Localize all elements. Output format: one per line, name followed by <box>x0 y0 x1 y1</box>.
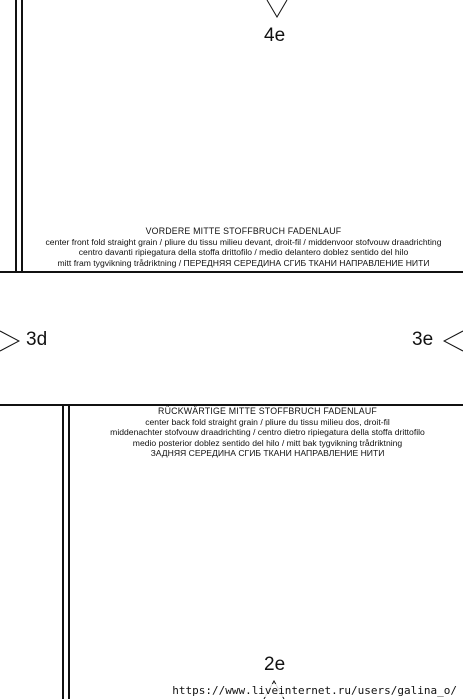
front-caption-line: VORDERE MITTE STOFFBRUCH FADENLAUF <box>145 226 342 236</box>
back-caption-line: center back fold straight grain / pliure du tissu milieu dos, droit-fil <box>145 416 390 427</box>
marker-top-label: 4e <box>264 25 286 46</box>
marker-left-label: 3d <box>26 329 48 350</box>
back-caption-line: medio posterior doblez sentido del hilo / mitt bak tygvikning trådriktning <box>132 437 403 448</box>
front-fold-caption <box>24 226 463 268</box>
front-caption-line: center front fold straight grain / pliure du tissu milieu devant, droit-fil / middenvoor stofvouw draadrichting <box>45 236 442 247</box>
front-fold-line-inner <box>21 0 23 272</box>
upper-seam-line <box>0 271 463 273</box>
back-caption-line: ЗАДНЯЯ СЕРЕДИНА СГИБ ТКАНИ НАПРАВЛЕНИЕ НИТИ <box>150 448 385 458</box>
back-fold-line-outer <box>62 405 64 699</box>
back-fold-caption <box>72 406 463 459</box>
left-notch-icon <box>0 330 20 352</box>
source-watermark: https://www.liveinternet.ru/users/galina_o/ <box>172 684 457 697</box>
back-fold-line-inner <box>68 405 70 699</box>
front-fold-line-outer <box>15 0 17 272</box>
back-caption-line: middenachter stofvouw draadrichting / centro dietro ripiegatura della stoffa drittofilo <box>110 427 425 437</box>
marker-bottom-label: 2e <box>264 654 286 675</box>
front-caption-line: mitt fram tygvikning trådriktning / ПЕРЕДНЯЯ СЕРЕДИНА СГИБ ТКАНИ НАПРАВЛЕНИЕ НИТИ <box>57 257 430 268</box>
front-caption-line: centro davanti ripiegatura della stoffa drittofilo / medio delantero doblez sentido del hilo <box>78 247 409 257</box>
right-notch-icon <box>443 330 463 352</box>
marker-right-label: 3e <box>412 329 434 350</box>
back-caption-line: RÜCKWÄRTIGE MITTE STOFFBRUCH FADENLAUF <box>158 406 377 416</box>
top-notch-icon <box>266 0 288 18</box>
